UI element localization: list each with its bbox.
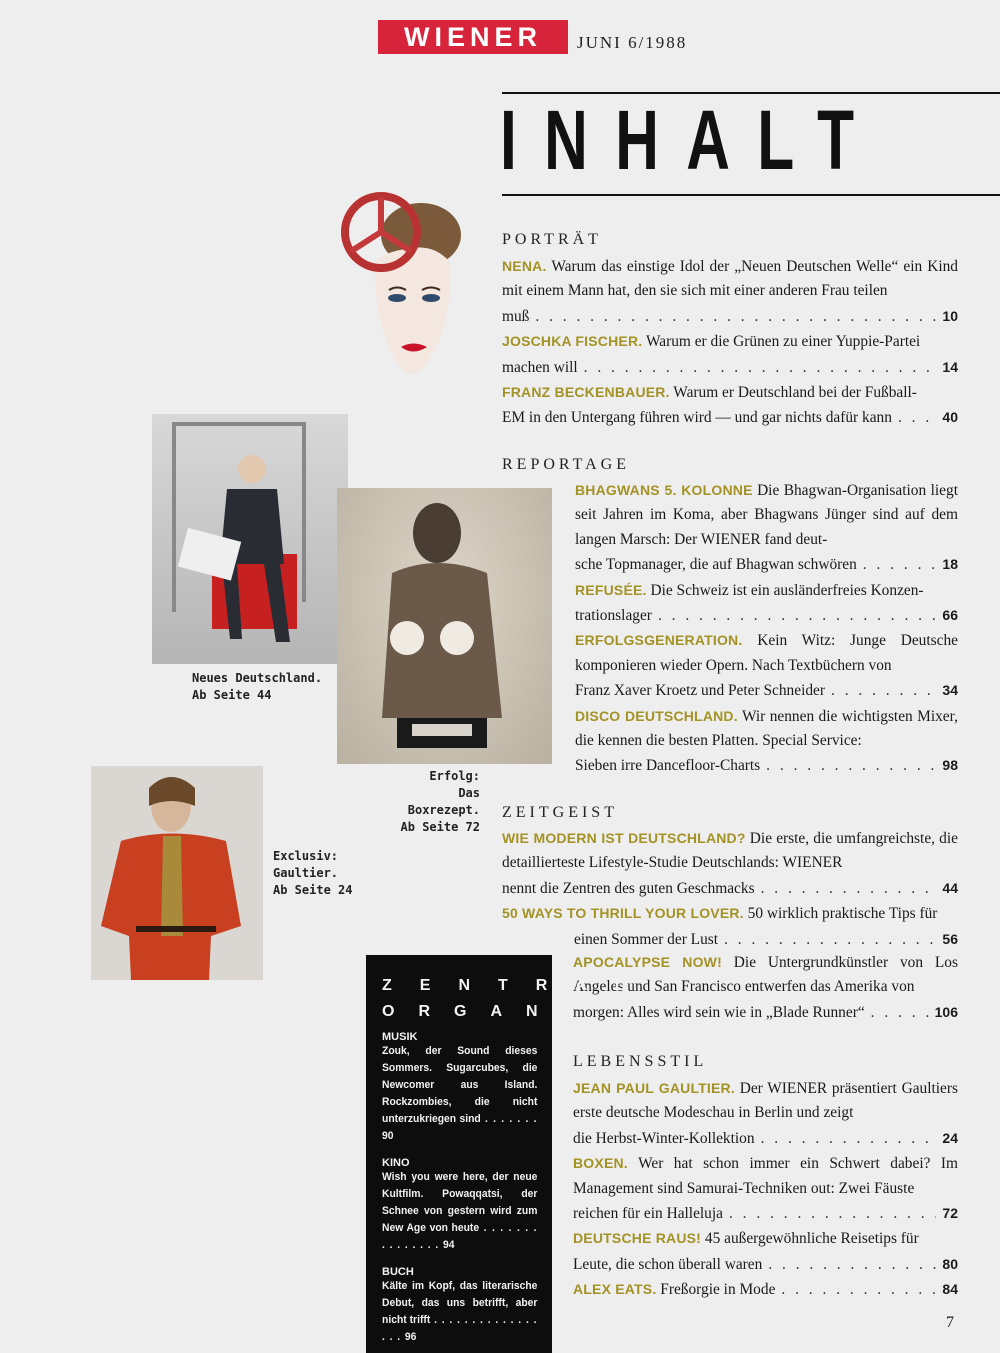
- dot-leader: [781, 1278, 936, 1302]
- toc-keyword: DISCO DEUTSCHLAND.: [575, 707, 738, 724]
- issue-date: JUNI 6/1988: [577, 33, 688, 52]
- toc-text: EM in den Untergang führen wird — und gar nichts dafür kann: [502, 409, 892, 427]
- toc-entry[interactable]: [573, 1277, 958, 1302]
- section-heading-zeitgeist: ZEITGEIST: [502, 804, 618, 821]
- toc-page-number: 18: [942, 556, 958, 573]
- toc-keyword: DEUTSCHE RAUS!: [573, 1230, 702, 1247]
- caption-line: Neues Deutschland.: [192, 671, 323, 685]
- toc-text: Warum er die Grünen zu einer Yuppie-Partei: [642, 333, 921, 351]
- section-heading-portraet: PORTRÄT: [502, 231, 602, 248]
- nena-portrait-image: [335, 190, 470, 390]
- caption-boxer: [380, 768, 480, 836]
- dot-leader: . . . . . . . . . . . . . . . . .: [382, 1314, 538, 1343]
- section-heading-reportage: REPORTAGE: [502, 456, 630, 473]
- toc-text: machen will: [502, 358, 578, 376]
- photo-businessman: [152, 414, 348, 664]
- dot-leader: [729, 1202, 936, 1226]
- toc-text: Kein Witz: Junge Deutsche komponieren wieder Opern. Nach Textbüchern von: [575, 632, 958, 674]
- toc-text: Franz Xaver Kroetz und Peter Schneider: [575, 682, 826, 700]
- toc-keyword: REFUSÉE.: [575, 581, 647, 598]
- dot-leader: [724, 928, 936, 952]
- toc-keyword: BHAGWANS 5. KOLONNE: [575, 482, 753, 498]
- toc-text: Warum das einstige Idol der „Neuen Deutschen Welle“ ein Kind mit einem Mann hat, den sie sich mit einer anderen Frau teilen: [502, 258, 958, 300]
- toc-keyword: ALEX EATS.: [573, 1281, 657, 1298]
- toc-text: die Herbst-Winter-Kollektion: [573, 1129, 755, 1147]
- toc-keyword: WIE MODERN IST DEUTSCHLAND?: [502, 830, 746, 846]
- toc-text: morgen: Alles wird sein wie in „Blade Runner“: [573, 1003, 865, 1021]
- toc-text: 45 außergewöhnliche Reisetips für: [701, 1230, 919, 1248]
- zentral-organ-text: Wish you were here, der neue Kultfilm. Powaqqatsi, der Schnee von gestern wird zum New Age von heute: [382, 1171, 538, 1234]
- photo-gaultier: [91, 766, 263, 980]
- wiener-logo: WIENER: [378, 20, 568, 54]
- dot-leader: . . . . . . . . . . . . . . .: [382, 1222, 538, 1251]
- toc-text: 50 wirklich praktische Tips für: [743, 905, 938, 923]
- dot-leader: [871, 1001, 929, 1025]
- section-heading-lebensstil: LEBENSSTIL: [573, 1053, 708, 1070]
- caption-line: Ab Seite 72: [400, 820, 480, 834]
- zentral-organ-title: ZENTRAL: [382, 977, 653, 994]
- caption-gaultier: [273, 848, 352, 899]
- toc-keyword: BOXEN.: [573, 1155, 628, 1172]
- dot-leader: [831, 679, 936, 703]
- toc-entry[interactable]: [502, 826, 958, 901]
- toc-page-number: 10: [942, 307, 958, 324]
- toc-page-number: 14: [942, 358, 958, 375]
- toc-keyword: 50 WAYS TO THRILL YOUR LOVER.: [502, 905, 744, 922]
- zentral-organ-text: Kälte im Kopf, das literarische Debut, das uns betrifft, aber nicht trifft: [382, 1280, 538, 1326]
- page-number: 7: [946, 1314, 954, 1331]
- dot-leader: [535, 305, 936, 329]
- toc-text: sche Topmanager, die auf Bhagwan schwören: [575, 556, 857, 574]
- toc-entry[interactable]: [575, 704, 958, 779]
- toc-page-number: 56: [942, 930, 958, 947]
- toc-text: nennt die Zentren des guten Geschmacks: [502, 879, 755, 897]
- toc-keyword: JEAN PAUL GAULTIER.: [573, 1080, 735, 1096]
- toc-entry[interactable]: [502, 901, 958, 952]
- toc-entry[interactable]: [575, 628, 958, 703]
- toc-page-number: 66: [942, 607, 958, 624]
- caption-line: Ab Seite 24: [273, 883, 353, 897]
- caption-line: Erfolg:: [429, 769, 480, 783]
- page-title: INHALT: [500, 93, 882, 187]
- toc-text: Die Schweiz ist ein ausländerfreies Konzen-: [646, 581, 924, 599]
- toc-text: muß: [502, 307, 530, 325]
- toc-entry[interactable]: [502, 380, 958, 431]
- zentral-organ-item[interactable]: [382, 1031, 538, 1145]
- toc-keyword: JOSCHKA FISCHER.: [502, 333, 643, 350]
- toc-text: Der WIENER präsentiert Gaultiers erste deutsche Modeschau in Berlin und zeigt: [573, 1080, 958, 1122]
- section-portraet: [502, 254, 958, 431]
- dot-leader: [863, 553, 937, 577]
- caption-line: Das Boxrezept.: [407, 786, 480, 817]
- dot-leader: [658, 604, 936, 628]
- title-rule-bottom: [502, 194, 1000, 196]
- section-reportage: [575, 478, 958, 779]
- dot-leader: [898, 406, 936, 430]
- dot-leader: . . . . . . .: [480, 1113, 538, 1125]
- dot-leader: [761, 877, 937, 901]
- zentral-organ-heading: BUCH: [382, 1266, 414, 1278]
- toc-entry[interactable]: [573, 1076, 958, 1151]
- toc-text: trationslager: [575, 607, 652, 625]
- toc-text: Sieben irre Dancefloor-Charts: [575, 757, 761, 775]
- toc-text: Die erste, die umfangreichste, die detaillierteste Lifestyle-Studie Deutschlands: WIENER: [502, 830, 958, 872]
- toc-entry[interactable]: [575, 578, 958, 629]
- zentral-organ-page: 90: [382, 1130, 394, 1142]
- section-lebensstil: [573, 1076, 958, 1303]
- toc-page-number: 98: [942, 757, 958, 774]
- dot-leader: [768, 1253, 936, 1277]
- toc-entry[interactable]: [502, 254, 958, 329]
- toc-keyword: NENA.: [502, 258, 547, 274]
- toc-text: Wer hat schon immer ein Schwert dabei? Im Management sind Samurai-Techniken out: Zwei Fäuste: [573, 1155, 958, 1197]
- photo-boxer: [337, 488, 552, 764]
- toc-text: Die Bhagwan-Organisation liegt seit Jahren im Koma, aber Bhagwans Jünger sind auf dem langen Marsch: Der WIENER fand deut-: [575, 482, 958, 548]
- caption-deutschland: [192, 670, 322, 704]
- zentral-organ-item[interactable]: [382, 1157, 538, 1254]
- zentral-organ-heading: KINO: [382, 1157, 410, 1169]
- toc-page-number: 40: [942, 409, 958, 426]
- caption-line: Gaultier.: [273, 866, 339, 880]
- toc-text: reichen für ein Halleluja: [573, 1205, 723, 1223]
- toc-page-number: 106: [934, 1003, 958, 1020]
- toc-text: einen Sommer der Lust: [574, 930, 719, 948]
- toc-page-number: 44: [942, 879, 958, 896]
- zentral-organ-title: ORGAN: [382, 1003, 562, 1020]
- toc-page-number: 72: [942, 1205, 958, 1222]
- toc-keyword: FRANZ BECKENBAUER.: [502, 384, 670, 401]
- toc-text: Wir nennen die wichtigsten Mixer, die kennen die besten Platten. Special Service:: [575, 707, 958, 750]
- toc-text: Leute, die schon überall waren: [573, 1255, 763, 1273]
- toc-text: Warum er Deutschland bei der Fußball-: [669, 384, 917, 402]
- dot-leader: [761, 1127, 937, 1151]
- toc-page-number: 84: [942, 1281, 958, 1298]
- zentral-organ-page: 94: [443, 1239, 455, 1251]
- zentral-organ-item[interactable]: [382, 1266, 538, 1346]
- caption-line: Ab Seite 44: [192, 688, 272, 702]
- toc-entry[interactable]: [573, 1151, 958, 1226]
- section-zeitgeist: [502, 826, 958, 952]
- caption-line: Exclusiv:: [273, 849, 339, 863]
- toc-keyword: APOCALYPSE NOW!: [573, 954, 722, 970]
- zentral-organ-text: Zouk, der Sound dieses Sommers. Sugarcubes, die Newcomer aus Island. Rockzombies, die nicht unterzukriegen sind: [382, 1045, 538, 1125]
- zentral-organ-page: 96: [404, 1331, 417, 1343]
- toc-keyword: ERFOLGSGENERATION.: [575, 632, 743, 649]
- toc-page-number: 34: [942, 682, 958, 699]
- toc-text: Die Untergrundkünstler von Los Angeles und San Francisco entwerfen das Amerika von: [573, 954, 958, 996]
- toc-entry[interactable]: [502, 329, 958, 380]
- toc-entry[interactable]: [575, 478, 958, 578]
- toc-entry[interactable]: [573, 1226, 958, 1277]
- dot-leader: [766, 754, 936, 778]
- dot-leader: [584, 356, 937, 380]
- toc-page-number: 80: [942, 1255, 958, 1272]
- toc-page-number: 24: [942, 1129, 958, 1146]
- zentral-organ-heading: MUSIK: [382, 1031, 418, 1043]
- toc-text: Freßorgie in Mode: [656, 1281, 776, 1299]
